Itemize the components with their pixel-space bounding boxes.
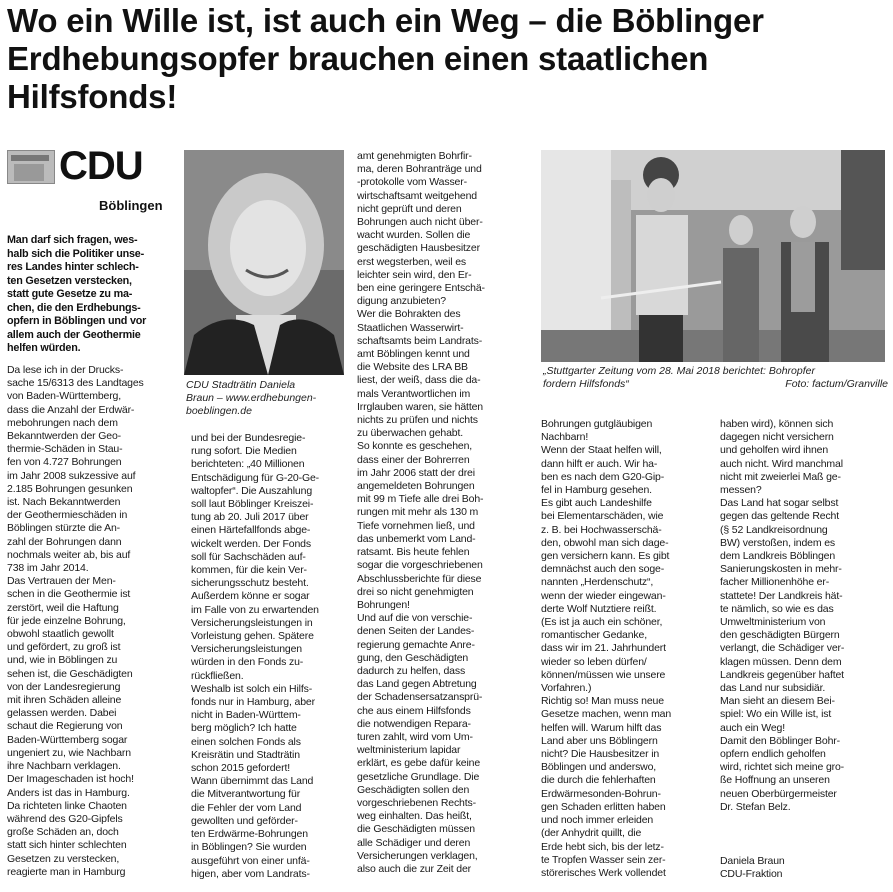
cdu-logo — [7, 144, 175, 220]
town-hall-picture — [7, 150, 55, 184]
text-column-5: haben wird), können sich dagegen nicht versichern und geholfen wird ihnen auch nicht. Wird manchmal nicht mit zweierlei Maß ge- messen? Das Land hat sogar selbst gegen das geltende Recht (§ 52 Landkreisordnung BW) verstoßen, indem es dem Landkreis Böblingen Sanierungskosten in mehr- facher Millionenhöhe er- stattete! Der Landkreis hät- te nämlich, so wie es das Umweltministerium von den geschädigten Bürgern verlangt, die Schädiger ver- klagen müssen. Denn dem Landkreis gegenüber haftet das Land nur subsidiär. Man sieht an diesem Bei- spiel: Wo ein Wille ist, ist auch ein Weg! Damit den Böblinger Bohr- opfern endlich geholfen wird, richtet sich meine gro- ße Hoffnung an unseren neuen Oberbürgermeister Dr. Stefan Belz. — [720, 418, 845, 813]
news-photo-credit: Foto: factum/Granville — [785, 378, 888, 390]
news-photo-caption: „Stuttgarter Zeitung vom 28. Mai 2018 berichtet: Bohropfer fordern Hilfsfonds“ — [543, 365, 815, 390]
portrait-photo — [184, 150, 344, 375]
author-signature: Daniela Braun CDU-Fraktion — [720, 855, 785, 881]
text-column-3: amt genehmigten Bohrfir- ma, deren Bohranträge und -protokolle vom Wasser- wirtschaftsamt weitgehend nicht geprüft und deren Bohrungen auch nicht über- wacht wurden. Sollen die geschädigten Hausbesitzer erst wegsterben, weil es leichter sein wird, den Er- ben eine geringere Entschä- digung anzubieten? Wer die Bohrakten des Staatlichen Wasserwirt- schaftsamts beim Landrats- amt Böblingen kennt und die Website des LRA BB liest, der weiß, dass die da- mals Verantwortlichen im Irrglauben waren, sie hätten nichts zu prüfen und nichts zu überwachen gehabt. So konnte es geschehen, dass einer der Bohrerren im Jahr 2006 statt der drei angemeldeten Bohrungen mit 99 m Tiefe alle drei Boh- rungen mit mehr als 130 m Tiefe vornehmen ließ, und das unbemerkt vom Land- ratsamt. Bis heute fehlen sogar die vorgeschriebenen Abschlussberichte für diese drei so nicht genehmigten Bohrungen! Und auf die von verschie- denen Seiten der Landes- regierung gemachte Anre- gung, den Geschädigten dadurch zu helfen, dass das Land gegen Abtretung der Schadensersatzansprü- che aus einem Hilfsfonds die notwendigen Repara- turen zahlt, wird vom Um- weltministerium lapidar erklärt, es gebe dafür keine gesetzliche Grundlage. Die Geschädigten sollen den vorgeschriebenen Rechts- weg einhalten. Das heißt, die Geschädigten müssen alle Schädiger und deren Versicherungen verklagen, also auch die zur Zeit der — [357, 150, 485, 875]
news-photo — [541, 150, 885, 362]
text-column-2: und bei der Bundesregie- rung sofort. Die Medien berichteten: „40 Millionen Entschädigung für G-20-Ge- waltopfer“. Die Auszahlung soll laut Böblinger Kreiszei- tung ab 20. Juli 2017 über einen Härtefallfonds abge- wickelt werden. Der Fonds soll für Sachschäden auf- kommen, für die kein Ver- sicherungsschutz besteht. Außerdem könne er sogar im Falle von zu erwartenden Versicherungsleistungen in Vorleistung gehen. Spätere Versicherungsleistungen würden in den Fonds zu- rückfließen. Weshalb ist solch ein Hilfs- fonds nur in Hamburg, aber nicht in Baden-Württem- berg möglich? Ich hatte einen solchen Fonds als Kreisrätin und Stadträtin schon 2015 gefordert! Wann übernimmt das Land die Mitverantwortung für die Fehler der vom Land gewollten und geförder- ten Erdwärme-Bohrungen in Böblingen? Sie wurden ausgeführt von einer unfä- higen, aber vom Landrats- — [191, 432, 320, 880]
lead-paragraph: Man darf sich fragen, wes- halb sich die Politiker unse- res Landes hinter schlech- ten Gesetzen verstecken, statt gute Gesetze zu ma- chen, die den Erdhebungs- opfern in Böblingen und vor allem auch der Geothermie helfen würden. — [7, 234, 147, 354]
logo-text: CDU — [59, 144, 143, 188]
portrait-caption: CDU Stadträtin Daniela Braun – www.erdhebungen- boeblingen.de — [186, 379, 317, 417]
logo-subtitle: Böblingen — [99, 198, 163, 213]
article-headline: Wo ein Wille ist, ist auch ein Weg – die Böblinger Erdhebungsopfer brauchen einen staatlichen Hilfsfonds! — [7, 2, 764, 115]
text-column-4: Bohrungen gutgläubigen Nachbarn! Wenn der Staat helfen will, dann hilft er auch. Wir ha- ben es nach dem G20-Gip- fel in Hamburg gesehen. Es gibt auch Landeshilfe bei Elementarschäden, wie z. B. bei Hochwasserschä- den, obwohl man sich dage- gen versichern kann. Es gibt demnächst auch den soge- nannten „Herdenschutz“, wenn der wieder eingewan- derte Wolf Nutztiere reißt. (Es ist ja auch ein schöner, romantischer Gedanke, dass wir im 21. Jahrhundert wieder so leben dürfen/ können/müssen wie unsere Vorfahren.) Richtig so! Man muss neue Gesetze machen, wenn man helfen will. Warum hilft das Land aber uns Böblingern nicht? Die Hausbesitzer in Böblingen und anderswo, die durch die fehlerhaften Erdwärmesonden-Bohrun- gen Schaden erlitten haben und noch immer erleiden (der Anhydrit quillt, die Erde hebt sich, bis der letz- te Tropfen Wasser sein zer- störerisches Werk vollendet — [541, 418, 672, 879]
text-column-1: Da lese ich in der Drucks- sache 15/6313 des Landtages von Baden-Württemberg, dass die Anzahl der Erdwär- mebohrungen nach dem Bekanntwerden der Geo- thermie-Schäden in Stau- fen von 4.727 Bohrungen im Jahr 2008 sukzessive auf 2.185 Bohrungen gesunken ist. Nach Bekanntwerden der Geothermieschäden in Böblingen stürzte die An- zahl der Bohrungen dann nochmals weiter ab, bis auf 738 im Jahr 2014. Das Vertrauen der Men- schen in die Geothermie ist zerstört, weil die Haftung für jede einzelne Bohrung, obwohl staatlich gewollt und gefördert, zu groß ist und, wie in Böblingen zu sehen ist, die Geschädigten von der Landesregierung mit ihren Schäden alleine gelassen werden. Dabei schaut die Regierung von Baden-Württemberg sogar ungeniert zu, wie Nachbarn ihre Nachbarn verklagen. Der Imageschaden ist hoch! Anders ist das in Hamburg. Da richteten linke Chaoten während des G20-Gipfels große Schäden an, doch statt sich hinter schlechten Gesetzen zu verstecken, reagierte man in Hamburg — [7, 364, 144, 878]
